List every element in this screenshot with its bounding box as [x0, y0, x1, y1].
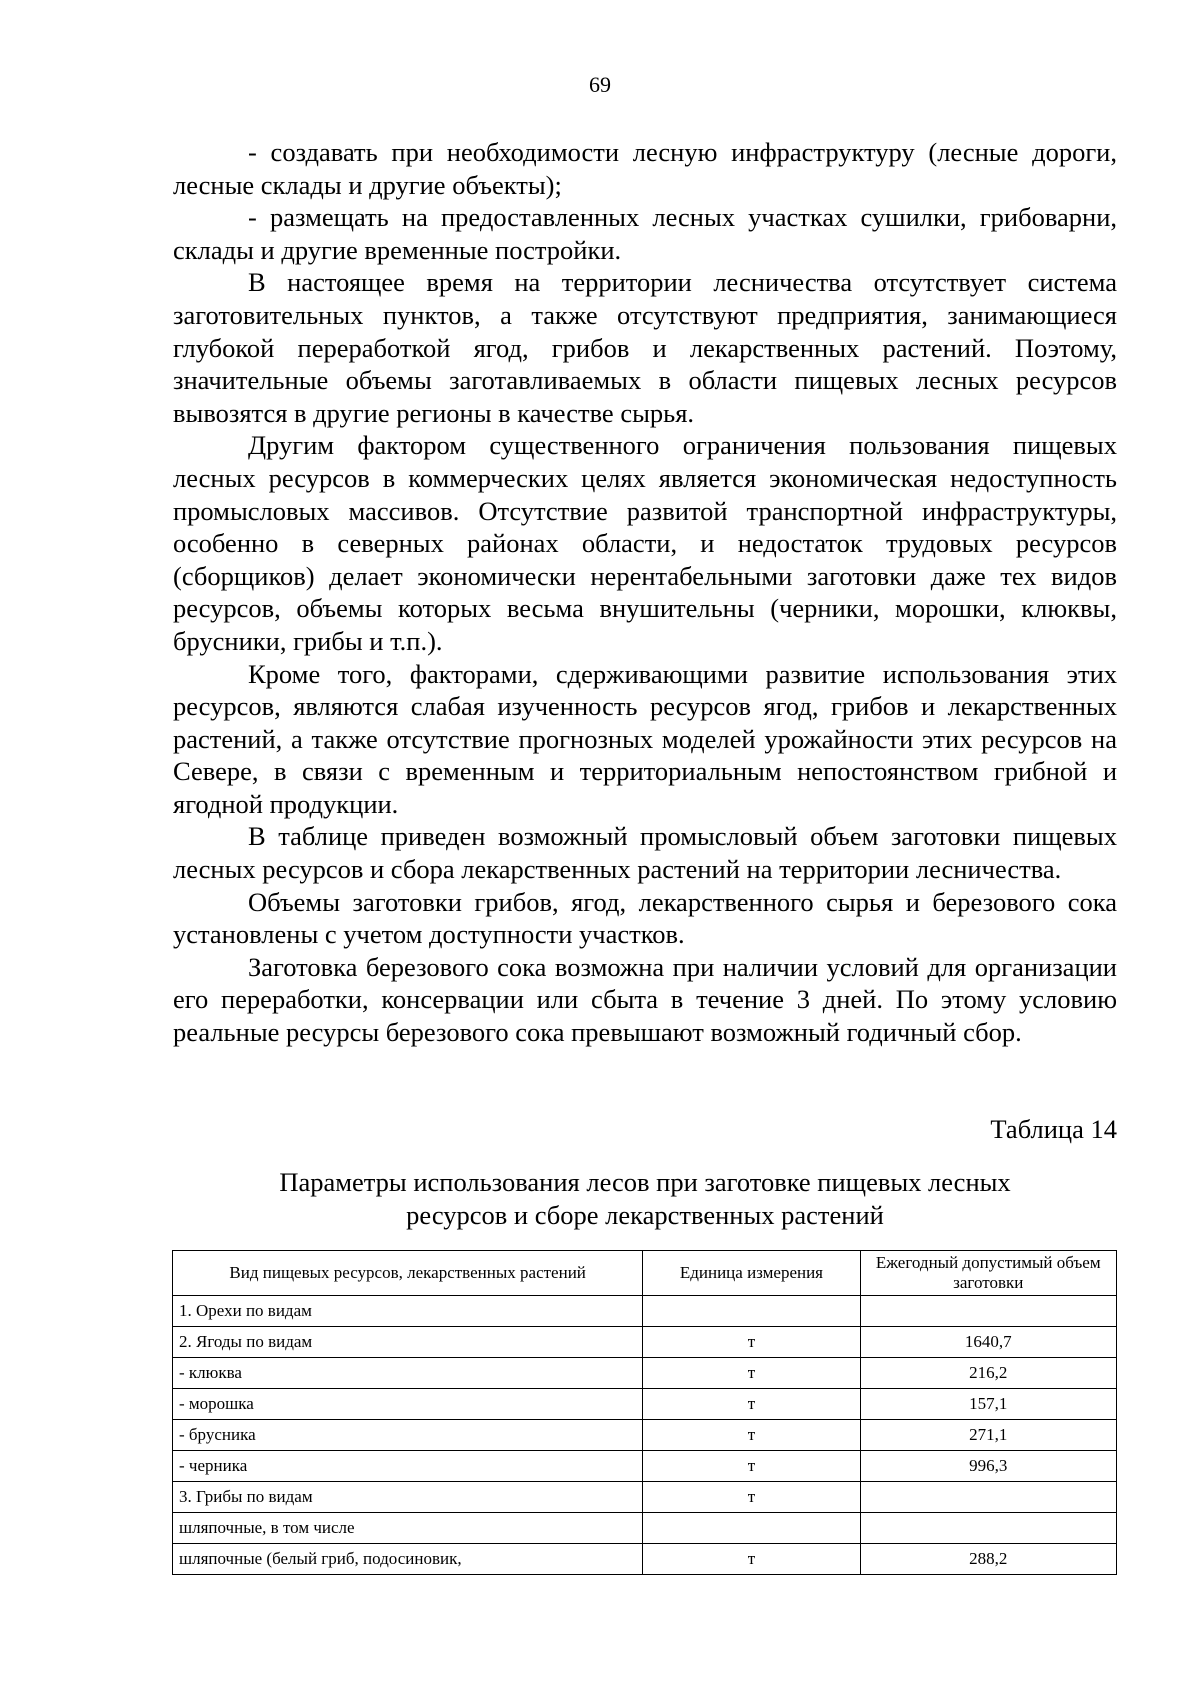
row-volume — [860, 1513, 1116, 1544]
row-volume: 157,1 — [860, 1389, 1116, 1420]
row-volume: 996,3 — [860, 1451, 1116, 1482]
row-name: 1. Орехи по видам — [173, 1296, 643, 1327]
table-row — [173, 1389, 1117, 1420]
row-unit: т — [643, 1420, 860, 1451]
row-unit — [643, 1296, 860, 1327]
table-title-line: Параметры использования лесов при заготовке пищевых лесных — [279, 1167, 1011, 1197]
row-name: - черника — [173, 1451, 643, 1482]
table-row — [173, 1513, 1117, 1544]
row-name: шляпочные, в том числе — [173, 1513, 643, 1544]
paragraph: В таблице приведен возможный промысловый объем заготовки пищевых лесных ресурсов и сбора лекарственных растений на территории лесничества. — [173, 821, 1117, 885]
row-volume: 271,1 — [860, 1420, 1116, 1451]
paragraph: Объемы заготовки грибов, ягод, лекарственного сырья и березового сока установлены с учетом доступности участков. — [173, 886, 1117, 950]
paragraph: Кроме того, факторами, сдерживающими развитие использования этих ресурсов, являются слабая изученность ресурсов ягод, грибов и лекарственных растений, а также отсутствие прогнозных моделей урожайности этих ресурсов на Севере, в связи с временным и территориальным непостоянством грибной и ягодной продукции. — [173, 658, 1117, 819]
row-unit: т — [643, 1358, 860, 1389]
paragraph: Другим фактором существенного ограничения пользования пищевых лесных ресурсов в коммерческих целях является экономическая недоступность промысловых массивов. Отсутствие развитой транспортной инфраструктуры, особенно в северных районах области, и недостаток трудовых ресурсов (сборщиков) делает экономически нерентабельными заготовки даже тех видов ресурсов, объемы которых весьма внушительны (черники, морошки, клюквы, брусники, грибы и т.п.). — [173, 430, 1117, 656]
row-unit: т — [643, 1389, 860, 1420]
row-volume: 216,2 — [860, 1358, 1116, 1389]
row-unit: т — [643, 1451, 860, 1482]
table-title-line: ресурсов и сборе лекарственных растений — [406, 1199, 884, 1230]
table-row — [173, 1482, 1117, 1513]
row-name: 2. Ягоды по видам — [173, 1327, 643, 1358]
header-name: Вид пищевых ресурсов, лекарственных растений — [173, 1251, 643, 1296]
table-row — [173, 1451, 1117, 1482]
row-volume — [860, 1296, 1116, 1327]
row-name: шляпочные (белый гриб, подосиновик, — [173, 1544, 643, 1575]
table-row — [173, 1327, 1117, 1358]
resources-table — [172, 1250, 1117, 1575]
body-text — [173, 136, 1117, 1049]
table-label: Таблица 14 — [990, 1114, 1117, 1144]
page-number: 69 — [589, 72, 611, 97]
row-unit: т — [643, 1482, 860, 1513]
row-volume — [860, 1482, 1116, 1513]
table-row — [173, 1358, 1117, 1389]
row-name: - брусника — [173, 1420, 643, 1451]
table-row — [173, 1544, 1117, 1575]
row-volume: 288,2 — [860, 1544, 1116, 1575]
row-name: - морошка — [173, 1389, 643, 1420]
paragraph: Заготовка березового сока возможна при наличии условий для организации его переработки, консервации или сбыта в течение 3 дней. По этому условию реальные ресурсы березового сока превышают возможный годичный сбор. — [173, 951, 1117, 1048]
table-row — [173, 1296, 1117, 1327]
row-volume: 1640,7 — [860, 1327, 1116, 1358]
table-title — [173, 1166, 1117, 1231]
row-name: 3. Грибы по видам — [173, 1482, 643, 1513]
header-volume: Ежегодный допустимый объем заготовки — [860, 1251, 1116, 1296]
paragraph: - создавать при необходимости лесную инфраструктуру (лесные дороги, лесные склады и другие объекты); — [173, 137, 1117, 200]
row-unit — [643, 1513, 860, 1544]
paragraph: - размещать на предоставленных лесных участках сушилки, грибоварни, склады и другие временные постройки. — [173, 202, 1117, 265]
header-unit: Единица измерения — [643, 1251, 860, 1296]
row-unit: т — [643, 1327, 860, 1358]
table-header-row — [173, 1251, 1117, 1296]
row-unit: т — [643, 1544, 860, 1575]
table-row — [173, 1420, 1117, 1451]
paragraph: В настоящее время на территории лесничества отсутствует система заготовительных пунктов, а также отсутствуют предприятия, занимающиеся глубокой переработкой ягод, грибов и лекарственных растений. Поэтому, значительные объемы заготавливаемых в области пищевых лесных ресурсов вывозятся в другие регионы в качестве сырья. — [173, 267, 1117, 428]
row-name: - клюква — [173, 1358, 643, 1389]
